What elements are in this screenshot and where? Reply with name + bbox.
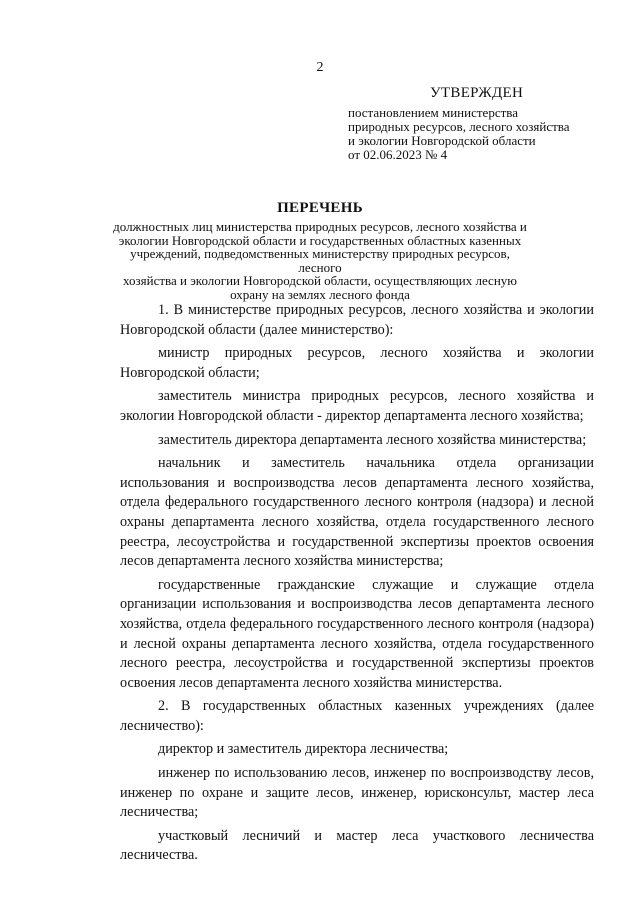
list-item: участковый лесничий и мастер леса участкового лесничества лесничества.: [120, 827, 594, 864]
subtitle-line: охрану на землях лесного фонда: [230, 286, 410, 302]
document-body: [120, 301, 594, 870]
list-item: директор и заместитель директора лесничества;: [158, 741, 449, 758]
approval-block: [348, 86, 618, 162]
list-item: заместитель министра природных ресурсов, лесного хозяйства и экологии Новгородской области - директор департамента лесного хозяйства;: [120, 388, 594, 424]
document-subtitle: [110, 220, 530, 301]
approval-line: постановлением министерства: [348, 105, 519, 120]
list-item: государственные гражданские служащие и служащие отдела организации использования и воспроизводства лесов департамента лесного хозяйства, отдела федерального государственного лесного контроля (надзора) и лесной охраны департамента лесного хозяйства, отдела государственного лесного реестра, лесоустройства и государственной экспертизы проектов освоения лесов департамента лесного хозяйства министерства.: [120, 576, 594, 691]
list-item: заместитель директора департамента лесного хозяйства министерства;: [158, 431, 587, 448]
section-1-heading: 1. В министерстве природных ресурсов, лесного хозяйства и экологии Новгородской области (далее министерство):: [120, 302, 594, 338]
list-item: инженер по использованию лесов, инженер по воспроизводству лесов, инженер по охране и защите лесов, инженер, юрисконсульт, мастер леса лесничества;: [120, 765, 594, 821]
list-item: министр природных ресурсов, лесного хозяйства и экологии Новгородской области;: [120, 345, 594, 381]
approval-line: и экологии Новгородской области: [348, 133, 536, 148]
approval-date: от 02.06.2023 № 4: [348, 147, 448, 162]
list-item: начальник и заместитель начальника отдела организации использования и воспроизводства лесов департамента лесного хозяйства, отдела федерального государственного лесного контроля (надзора) и лесной охраны департамента лесного хозяйства, отдела государственного лесного реестра, лесоустройства и государственной экспертизы проектов освоения лесов департамента лесного хозяйства министерства;: [120, 455, 594, 570]
page-number: 2: [316, 60, 324, 75]
section-2-heading: 2. В государственных областных казенных учреждениях (далее лесничество):: [120, 698, 594, 734]
subtitle-line: хозяйства и экологии Новгородской области, осуществляющих лесную: [123, 273, 517, 288]
approval-line: природных ресурсов, лесного хозяйства: [348, 119, 570, 134]
subtitle-line: должностных лиц министерства природных ресурсов, лесного хозяйства и: [113, 219, 527, 234]
approval-title: УТВЕРЖДЕН: [430, 85, 524, 101]
subtitle-line: экологии Новгородской области и государственных областных казенных: [118, 232, 522, 248]
document-heading: ПЕРЕЧЕНЬ: [277, 200, 363, 216]
subtitle-line: учреждений, подведомственных министерству природных ресурсов, лесного: [130, 246, 510, 275]
